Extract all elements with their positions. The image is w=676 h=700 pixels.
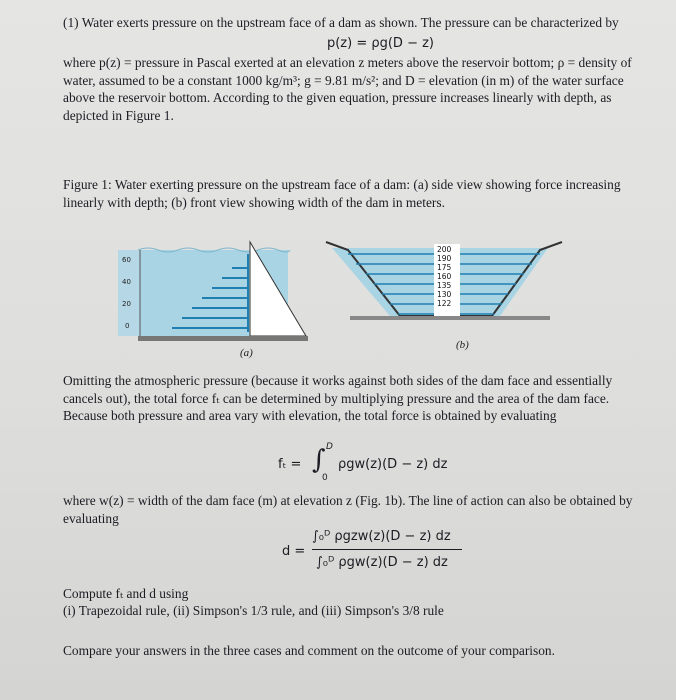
side-tick-20: 20 (122, 300, 131, 308)
force-lhs: fₜ = (278, 457, 302, 472)
problem-lead: (1) Water exerts pressure on the upstream face of a dam as shown. The pressure can be characterized by (63, 15, 619, 30)
methods-list: (i) Trapezoidal rule, (ii) Simpson's 1/3 rule, and (iii) Simpson's 3/8 rule (63, 603, 444, 618)
width-130: 130 (437, 290, 452, 299)
side-tick-60: 60 (122, 256, 131, 264)
front-ground (350, 316, 550, 320)
width-160: 160 (437, 272, 452, 281)
d-denominator: ∫₀ᴰ ρgw(z)(D − z) dz (316, 555, 448, 570)
label-b: (b) (456, 339, 469, 351)
side-ground (138, 336, 308, 341)
force-equation (268, 443, 498, 487)
compare-instruction: Compare your answers in the three cases and comment on the outcome of your comparison. (63, 643, 555, 658)
d-lhs: d = (282, 544, 306, 559)
fraction-bar (312, 549, 462, 550)
width-175: 175 (437, 263, 452, 272)
force-explanation: Omitting the atmospheric pressure (because it works against both sides of the dam face and essentially cancels out), the total force fₜ can be determined by multiplying pressure and the area of the dam face. Because both pressure and area vary with elevation, the total force is obtained by evaluating (63, 373, 613, 424)
compute-instruction: Compute fₜ and d using (63, 586, 189, 601)
pressure-definition: where p(z) = pressure in Pascal exerted at an elevation z meters above the reservoir bottom; ρ = density of water, assumed to be a constant 1000 kg/m³; g = 9.81 m/s²; and D = elevation (in m) of the water surface above the reservoir bottom. According to the given equation, pressure increases linearly with depth, as depicted in Figure 1. (63, 55, 632, 123)
width-200: 200 (437, 245, 452, 254)
problem-statement (63, 14, 638, 125)
width-135: 135 (437, 281, 452, 290)
width-labels (437, 245, 452, 308)
integral-sign: ∫ (312, 445, 326, 475)
side-view (118, 242, 308, 359)
d-numerator: ∫₀ᴰ ρgzw(z)(D − z) dz (312, 529, 451, 544)
upper-limit: D (326, 442, 333, 452)
dam-figure (100, 232, 570, 362)
width-122: 122 (437, 299, 452, 308)
force-integrand: ρgw(z)(D − z) dz (338, 457, 448, 472)
pressure-equation: p(z) = ρg(D − z) (326, 35, 434, 51)
line-of-action-equation (282, 527, 492, 581)
lower-limit: 0 (322, 473, 328, 483)
label-a: (a) (240, 347, 253, 359)
side-tick-40: 40 (122, 278, 131, 286)
side-tick-0: 0 (125, 322, 130, 330)
figure-caption: Figure 1: Water exerting pressure on the upstream face of a dam: (a) side view showing force increasing linearly with depth; (b) front view showing width of the dam in meters. (63, 177, 621, 210)
front-view (326, 242, 562, 351)
width-190: 190 (437, 254, 452, 263)
width-definition: where w(z) = width of the dam face (m) at elevation z (Fig. 1b). The line of action can also be obtained by evaluating (63, 493, 633, 526)
